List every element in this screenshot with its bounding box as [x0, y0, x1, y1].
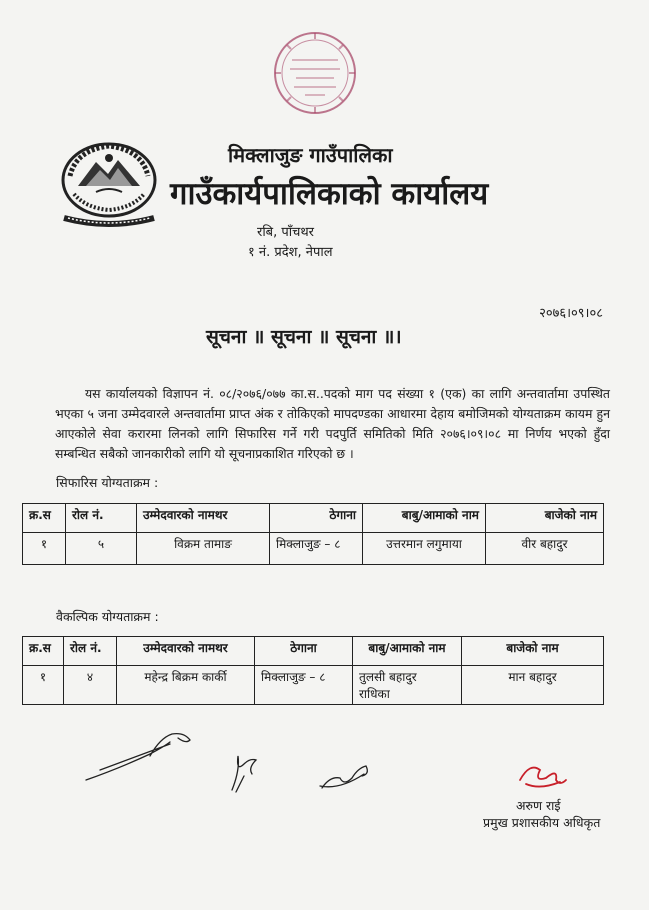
table-cell: १	[23, 666, 64, 705]
mother-name: राधिका	[359, 687, 390, 701]
office-place: रबि, पाँचथर	[257, 225, 315, 240]
signature-3	[320, 766, 367, 788]
table-cell: उत्तरमान लगुमाया	[363, 533, 486, 565]
col-header: क्र.स	[23, 637, 64, 666]
table-cell: ४	[64, 666, 117, 705]
col-header: बाजेको नाम	[486, 504, 604, 533]
col-header: बाजेको नाम	[462, 637, 604, 666]
col-header: रोल नं.	[66, 504, 137, 533]
alternate-title: वैकल्पिक योग्यताक्रम :	[56, 609, 159, 624]
table-cell: महेन्द्र बिक्रम कार्की	[117, 666, 255, 705]
col-header: उम्मेदवारको नामथर	[117, 637, 255, 666]
municipality-name: मिक्लाजुङ गाउँपालिका	[228, 143, 393, 167]
notice-body-text: यस कार्यालयको विज्ञापन नं. ०८/२०७६/०७७ का.स..पदको माग पद संख्या १ (एक) का लागि अन्तवार्तामा उपस्थित भएका ५ जना उम्मेदवारले अन्तवार्तामा प्राप्त अंक र तोकिएको मापदण्डका आधारमा देहाय बमोजिमको योग्यताक्रम कायम हुन आएकोले सेवा करारमा लिनको लागि सिफारिस गर्ने गरी पदपुर्ति समितिको मिति २०७६।०९।०८ मा निर्णय भएको हुँदा सम्बन्धित सबैको जानकारीको लागि यो सूचनाप्रकाशित गरिएको छ ।	[55, 386, 610, 461]
notice-headline: सूचना ॥ सूचना ॥ सूचना ॥।	[206, 326, 402, 348]
table-cell: मिक्लाजुङ – ८	[255, 666, 353, 705]
office-province: १ नं. प्रदेश, नेपाल	[248, 245, 333, 260]
office-seal-stamp	[272, 30, 358, 116]
col-header: बाबु/आमाको नाम	[353, 637, 462, 666]
col-header: ठेगाना	[255, 637, 353, 666]
table-cell: मान बहादुर	[462, 666, 604, 705]
table-cell: वीर बहादुर	[486, 533, 604, 565]
col-header: क्र.स	[23, 504, 66, 533]
table-header-row	[23, 504, 604, 533]
col-header: रोल नं.	[64, 637, 117, 666]
signatory-title: प्रमुख प्रशासकीय अधिकृत	[483, 815, 601, 830]
parent-name: तुलसी बहादुर	[359, 670, 417, 684]
notice-body	[55, 384, 610, 464]
signature-1	[86, 734, 190, 780]
table-cell	[353, 666, 462, 705]
recommended-table	[22, 503, 604, 565]
table-cell: १	[23, 533, 66, 565]
signature-4	[520, 768, 566, 787]
col-header: बाबु/आमाको नाम	[363, 504, 486, 533]
table-header-row	[23, 637, 604, 666]
signature-2	[232, 756, 256, 792]
table-cell: विक्रम तामाङ	[137, 533, 270, 565]
table-cell: मिक्लाजुङ – ८	[270, 533, 363, 565]
col-header: ठेगाना	[270, 504, 363, 533]
table-cell: ५	[66, 533, 137, 565]
signatory-name: अरुण राई	[516, 798, 561, 813]
office-name: गाउँकार्यपालिकाको कार्यालय	[170, 176, 489, 212]
table-row	[23, 533, 604, 565]
table-row	[23, 666, 604, 705]
nepal-emblem-icon	[56, 136, 162, 228]
notice-date: २०७६।०९।०८	[539, 306, 603, 321]
recommended-title: सिफारिस योग्यताक्रम :	[56, 475, 159, 490]
col-header: उम्मेदवारको नामथर	[137, 504, 270, 533]
alternate-table	[22, 636, 604, 705]
